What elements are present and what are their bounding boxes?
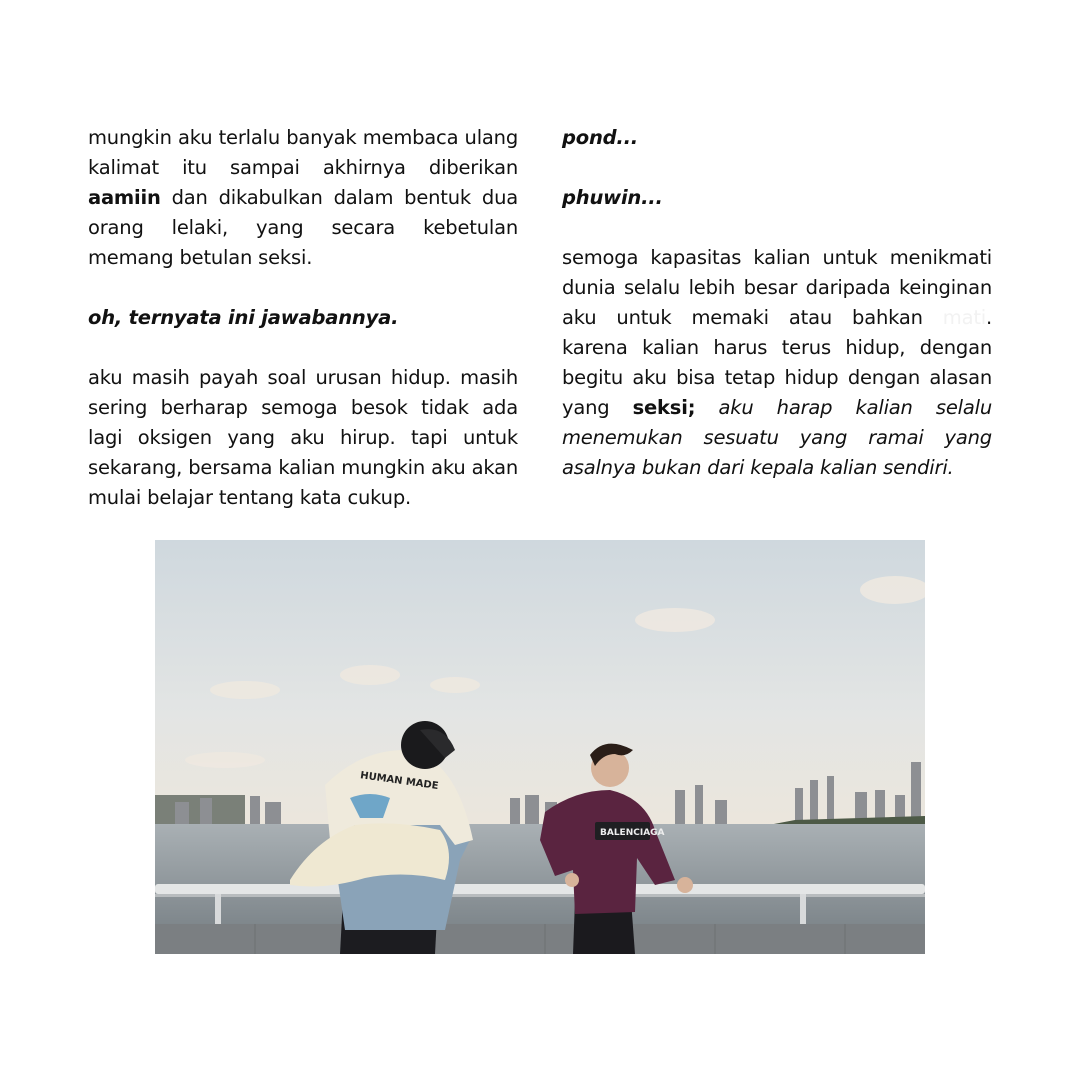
left-paragraph-1 xyxy=(88,123,518,273)
right-paragraph-phuwin: phuwin... xyxy=(562,186,663,209)
text-span: . karena kalian harus terus hidup, dengan begitu aku bisa tetap hidup dengan alasan yang xyxy=(562,306,992,419)
text-span: dan dikabulkan dalam bentuk dua orang lelaki, yang secara kebetulan memang betulan seksi. xyxy=(88,186,518,269)
left-paragraph-2: oh, ternyata ini jawabannya. xyxy=(88,306,399,329)
photo-scene xyxy=(155,540,925,954)
left-paragraph-3: aku masih payah soal urusan hidup. masih sering berharap semoga besok tidak ada lagi oksigen yang aku hirup. tapi untuk sekarang, bersama kalian mungkin aku akan mulai belajar tentang kata cukup. xyxy=(88,366,518,509)
water xyxy=(155,824,925,924)
faint-word: mati xyxy=(942,306,986,329)
emphasis-seksi: seksi; xyxy=(632,396,696,419)
emphasis-aamiin: aamiin xyxy=(88,186,161,209)
waterfront-photo xyxy=(155,540,925,954)
shirt-text-right: BALENCIAGA xyxy=(600,828,665,838)
shirt-text-left: HUMAN MADE xyxy=(359,770,440,793)
right-paragraph-3 xyxy=(562,243,992,483)
text-span: mungkin aku terlalu banyak membaca ulang kalimat itu sampai akhirnya diberikan xyxy=(88,126,518,179)
left-text-column xyxy=(88,123,518,543)
railing xyxy=(155,884,925,894)
text-span: semoga kapasitas kalian untuk menikmati dunia selalu lebih besar daripada keinginan aku untuk memaki atau bahkan xyxy=(562,246,992,329)
italic-closing: aku harap kalian selalu menemukan sesuatu yang ramai yang asalnya bukan dari kepala kalian sendiri. xyxy=(562,396,992,479)
right-text-column xyxy=(562,123,992,513)
right-paragraph-pond: pond... xyxy=(562,126,639,149)
concrete-wall xyxy=(155,924,925,954)
